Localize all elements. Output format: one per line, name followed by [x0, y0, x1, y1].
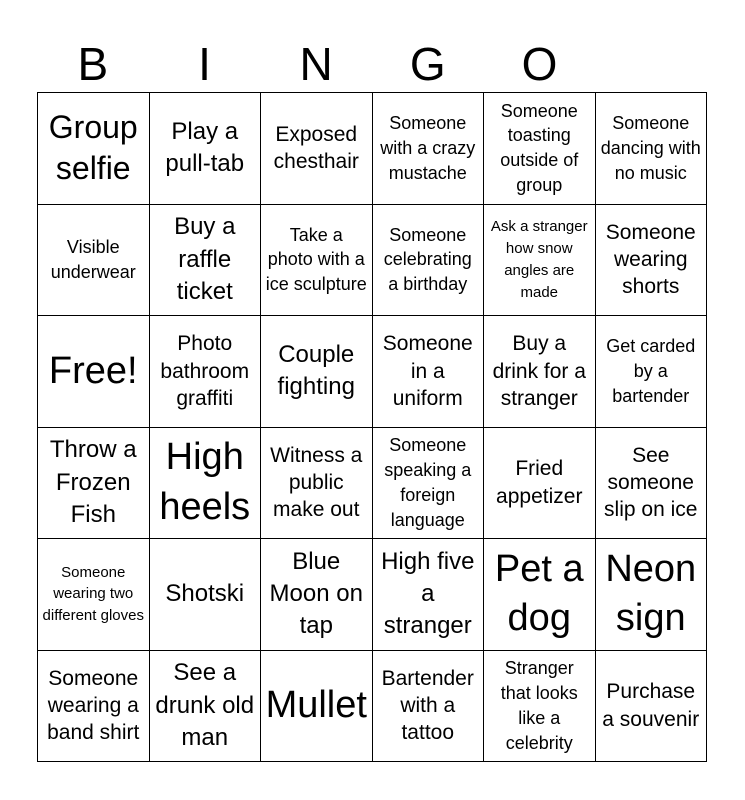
- cell-text: Fried appetizer: [496, 457, 583, 508]
- bingo-cell[interactable]: [261, 205, 373, 317]
- bingo-cell[interactable]: [261, 651, 373, 763]
- cell-text: Someone wearing two different gloves: [42, 563, 144, 625]
- bingo-cell[interactable]: [38, 651, 150, 763]
- bingo-cell[interactable]: [150, 93, 262, 205]
- bingo-cell[interactable]: [38, 93, 150, 205]
- cell-text: Someone in a uniform: [382, 332, 473, 410]
- bingo-cell[interactable]: [373, 539, 485, 651]
- cell-text: Shotski: [165, 580, 245, 608]
- cell-text: Pet a dog: [494, 547, 584, 640]
- bingo-cell[interactable]: [596, 205, 708, 317]
- cell-text: Mullet: [265, 684, 367, 727]
- bingo-cell[interactable]: [484, 205, 596, 317]
- cell-text: Someone dancing with no music: [600, 113, 701, 183]
- cell-text: Someone with a crazy mustache: [380, 113, 476, 183]
- bingo-cell[interactable]: [150, 428, 262, 540]
- bingo-cell[interactable]: [150, 539, 262, 651]
- bingo-cell[interactable]: [150, 651, 262, 763]
- bingo-cell[interactable]: [150, 316, 262, 428]
- bingo-cell[interactable]: [38, 539, 150, 651]
- cell-text: Play a pull-tab: [165, 117, 245, 178]
- cell-text: High five a stranger: [381, 547, 475, 640]
- bingo-cell[interactable]: [596, 93, 708, 205]
- cell-text: Buy a drink for a stranger: [492, 332, 586, 410]
- bingo-cell[interactable]: [596, 651, 708, 763]
- bingo-cell[interactable]: [596, 428, 708, 540]
- cell-text: Throw a Frozen Fish: [49, 436, 137, 528]
- bingo-cell[interactable]: [38, 428, 150, 540]
- cell-text: Someone toasting outside of group: [500, 100, 579, 196]
- bingo-cell[interactable]: [373, 205, 485, 317]
- cell-text: Visible underwear: [50, 236, 136, 282]
- cell-text: Couple fighting: [277, 340, 355, 401]
- header-letter-n: N: [299, 38, 333, 90]
- bingo-cell[interactable]: [373, 93, 485, 205]
- bingo-card-grid: [37, 92, 707, 762]
- bingo-cell[interactable]: [261, 428, 373, 540]
- cell-text: Get carded by a bartender: [606, 336, 696, 406]
- cell-text: Group selfie: [48, 108, 138, 187]
- bingo-cell[interactable]: [261, 316, 373, 428]
- cell-text: Witness a public make out: [270, 443, 363, 522]
- cell-text: See someone slip on ice: [604, 443, 698, 522]
- cell-text: See a drunk old man: [155, 659, 255, 751]
- header-letter-i: I: [198, 38, 211, 90]
- cell-text: Ask a stranger how snow angles are made: [490, 218, 588, 301]
- bingo-cell[interactable]: [484, 316, 596, 428]
- bingo-cell[interactable]: [261, 93, 373, 205]
- cell-text: Take a photo with a ice sculpture: [265, 224, 367, 295]
- cell-text: Photo bathroom graffiti: [160, 332, 250, 410]
- cell-text: Bartender with a tattoo: [381, 666, 474, 745]
- bingo-cell[interactable]: [596, 316, 708, 428]
- header-letter-g: G: [409, 38, 446, 90]
- cell-text: Someone speaking a foreign language: [384, 435, 472, 530]
- cell-text: Neon sign: [605, 547, 697, 640]
- header-letter-o: O: [521, 38, 558, 90]
- bingo-cell[interactable]: [484, 428, 596, 540]
- cell-text: Buy a raffle ticket: [174, 213, 236, 305]
- cell-text: Someone wearing a band shirt: [47, 666, 140, 745]
- cell-text: Free!: [48, 349, 138, 392]
- cell-text: Blue Moon on tap: [269, 547, 363, 640]
- header-spacer: [595, 36, 707, 92]
- cell-text: Someone wearing shorts: [605, 220, 696, 299]
- bingo-cell[interactable]: [484, 651, 596, 763]
- cell-text: High heels: [159, 436, 251, 528]
- bingo-header: [37, 36, 707, 92]
- bingo-cell[interactable]: [373, 651, 485, 763]
- cell-text: Stranger that looks like a celebrity: [500, 658, 578, 753]
- bingo-cell[interactable]: [38, 205, 150, 317]
- bingo-cell[interactable]: [484, 539, 596, 651]
- bingo-cell[interactable]: [596, 539, 708, 651]
- bingo-cell[interactable]: [484, 93, 596, 205]
- bingo-cell[interactable]: [261, 539, 373, 651]
- bingo-cell-free[interactable]: [38, 316, 150, 428]
- bingo-cell[interactable]: [373, 428, 485, 540]
- header-letter-b: B: [77, 38, 109, 90]
- cell-text: Someone celebrating a birthday: [383, 224, 472, 295]
- cell-text: Exposed chesthair: [273, 122, 359, 174]
- bingo-cell[interactable]: [150, 205, 262, 317]
- bingo-cell[interactable]: [373, 316, 485, 428]
- cell-text: Purchase a souvenir: [602, 680, 700, 731]
